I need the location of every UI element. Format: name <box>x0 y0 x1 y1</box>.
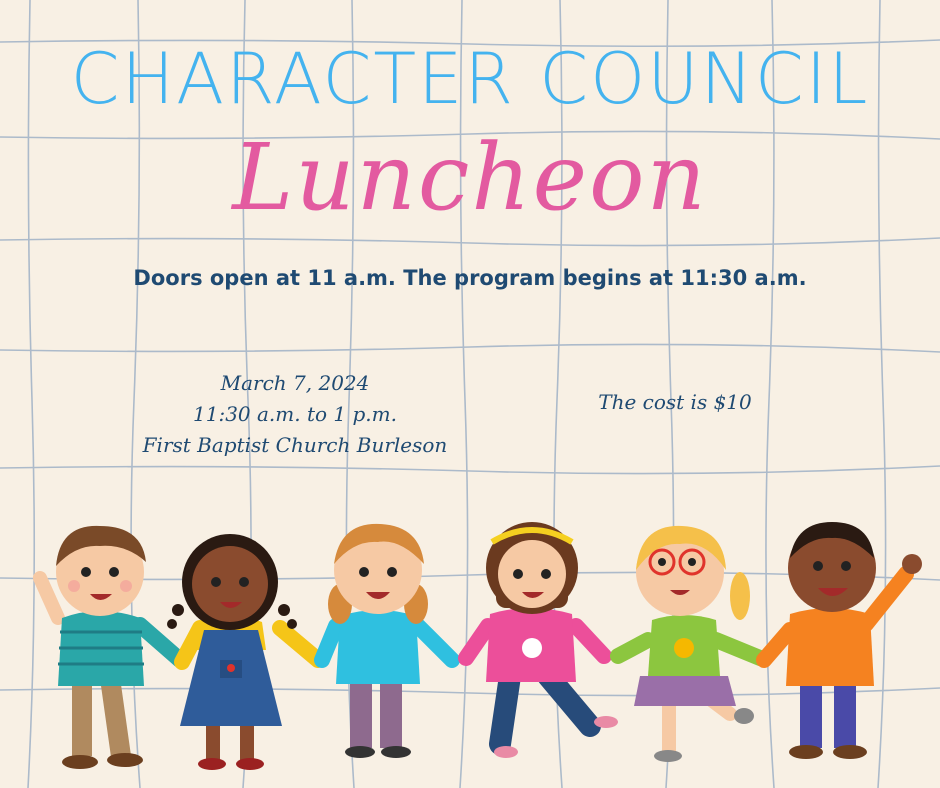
child-girl-pink-shirt <box>466 522 618 758</box>
event-location: First Baptist Church Burleson <box>142 433 448 457</box>
event-date: March 7, 2024 <box>220 371 370 395</box>
child-boy-orange-shirt <box>764 522 922 759</box>
doors-open-note: Doors open at 11 a.m. The program begins at 11:30 a.m. <box>133 266 807 290</box>
child-girl-blue-shirt <box>322 524 452 758</box>
child-girl-denim-dress <box>167 534 318 770</box>
child-boy-striped-shirt <box>40 526 180 769</box>
children-illustration <box>0 500 940 788</box>
title-luncheon: Luncheon <box>232 124 708 231</box>
title-character-council: CHARACTER COUNCIL <box>70 38 870 120</box>
child-girl-glasses <box>618 526 760 762</box>
event-details <box>100 368 490 461</box>
event-time: 11:30 a.m. to 1 p.m. <box>193 402 397 426</box>
cost-note: The cost is $10 <box>598 390 752 414</box>
